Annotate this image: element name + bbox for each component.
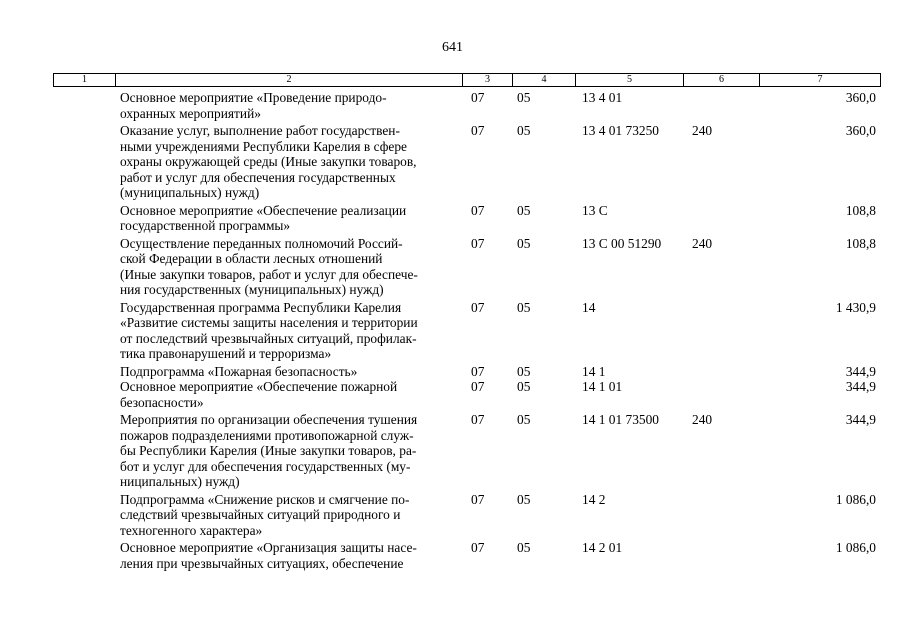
row-name: Мероприятия по организации обеспечения тушения пожаров подразделениями противопожарной служ- бы Республики Карелия (Иные закупки товаров, ра- бот и услуг для обеспечения государственных (му- ниципальных) нужд): [120, 412, 418, 489]
row-col-4: 05: [517, 90, 531, 105]
row-name: Государственная программа Республики Карелия «Развитие системы защиты населения и территории от последствий чрезвычайных ситуаций, профилак- тика правонарушений и терроризма»: [120, 299, 418, 361]
table-header-row: [53, 73, 881, 87]
row-col-4: 05: [517, 299, 531, 315]
header-cell-6: 6: [684, 74, 760, 86]
row-col-7: 344,9: [845, 379, 876, 394]
row-name: Осуществление переданных полномочий Россий- ской Федерации в области лесных отношений (Иные закупки товаров, работ и услуг для обеспече- ния государственных (муниципальных) нужд): [120, 235, 418, 297]
row-name: Оказание услуг, выполнение работ государствен- ными учреждениями Республики Карелия в сфере охраны окружающей среды (Иные закупки товаров, работ и услуг для обеспечения государственных (муниципальных) нужд): [120, 123, 417, 200]
table-row: [0, 412, 905, 490]
row-col-3: 07: [471, 123, 485, 138]
header-cell-1: 1: [54, 74, 116, 86]
row-col-4: 05: [517, 363, 531, 379]
row-col-3: 07: [471, 202, 485, 218]
row-col-5: 14: [582, 299, 596, 315]
row-col-5: 13 С: [582, 202, 608, 218]
table-body: [0, 90, 905, 573]
table-row: [0, 540, 905, 571]
header-cell-3: 3: [463, 74, 513, 86]
row-col-7: 360,0: [845, 90, 876, 105]
row-col-7: 344,9: [845, 412, 876, 427]
row-col-3: 07: [471, 90, 485, 105]
row-col-5: 13 С 00 51290: [582, 235, 662, 251]
row-col-3: 07: [471, 491, 485, 507]
row-col-7: 1 430,9: [835, 299, 876, 315]
table-row: [0, 203, 905, 234]
header-cell-4: 4: [513, 74, 576, 86]
row-name: Основное мероприятие «Обеспечение пожарной безопасности»: [120, 379, 398, 410]
row-col-4: 05: [517, 235, 531, 251]
header-cell-2: 2: [116, 74, 463, 86]
row-col-5: 14 2: [582, 491, 606, 507]
page-number: 641: [442, 40, 463, 55]
row-col-7: 360,0: [845, 123, 876, 138]
row-col-4: 05: [517, 412, 531, 427]
row-name: Подпрограмма «Снижение рисков и смягчение по- следствий чрезвычайных ситуаций природного и техногенного характера»: [120, 491, 410, 538]
row-col-5: 14 1: [582, 363, 606, 379]
row-col-3: 07: [471, 363, 485, 379]
header-cell-7: 7: [817, 74, 823, 85]
row-col-3: 07: [471, 299, 485, 315]
table-row: [0, 300, 905, 362]
row-col-5: 14 2 01: [582, 540, 623, 555]
row-col-5: 13 4 01: [582, 90, 623, 105]
table-row: [0, 90, 905, 121]
row-col-7: 344,9: [845, 363, 876, 379]
row-col-7: 1 086,0: [835, 540, 876, 555]
row-name: Основное мероприятие «Проведение природо- охранных мероприятий»: [120, 90, 387, 121]
row-col-3: 07: [471, 412, 485, 427]
row-col-4: 05: [517, 202, 531, 218]
table-row: [0, 364, 905, 380]
row-col-7: 1 086,0: [835, 491, 876, 507]
row-col-4: 05: [517, 123, 531, 138]
row-col-4: 05: [517, 540, 531, 555]
row-col-3: 07: [471, 379, 485, 394]
table-row: [0, 236, 905, 298]
row-col-6: 240: [692, 412, 713, 427]
table-row: [0, 123, 905, 201]
row-name: Подпрограмма «Пожарная безопасность»: [120, 363, 358, 379]
table-row: [0, 379, 905, 410]
row-col-3: 07: [471, 540, 485, 555]
row-col-4: 05: [517, 491, 531, 507]
row-col-6: 240: [692, 123, 713, 138]
table-row: [0, 492, 905, 539]
header-cell-5: 5: [576, 74, 684, 86]
row-col-4: 05: [517, 379, 531, 394]
row-col-6: 240: [692, 235, 713, 251]
row-col-7: 108,8: [845, 202, 876, 218]
row-col-3: 07: [471, 235, 485, 251]
row-col-5: 13 4 01 73250: [582, 123, 659, 138]
row-col-5: 14 1 01: [582, 379, 623, 394]
row-name: Основное мероприятие «Обеспечение реализации государственной программы»: [120, 202, 407, 233]
row-name: Основное мероприятие «Организация защиты насе- ления при чрезвычайных ситуациях, обеспечение: [120, 540, 417, 571]
row-col-7: 108,8: [845, 235, 876, 251]
row-col-5: 14 1 01 73500: [582, 412, 659, 427]
